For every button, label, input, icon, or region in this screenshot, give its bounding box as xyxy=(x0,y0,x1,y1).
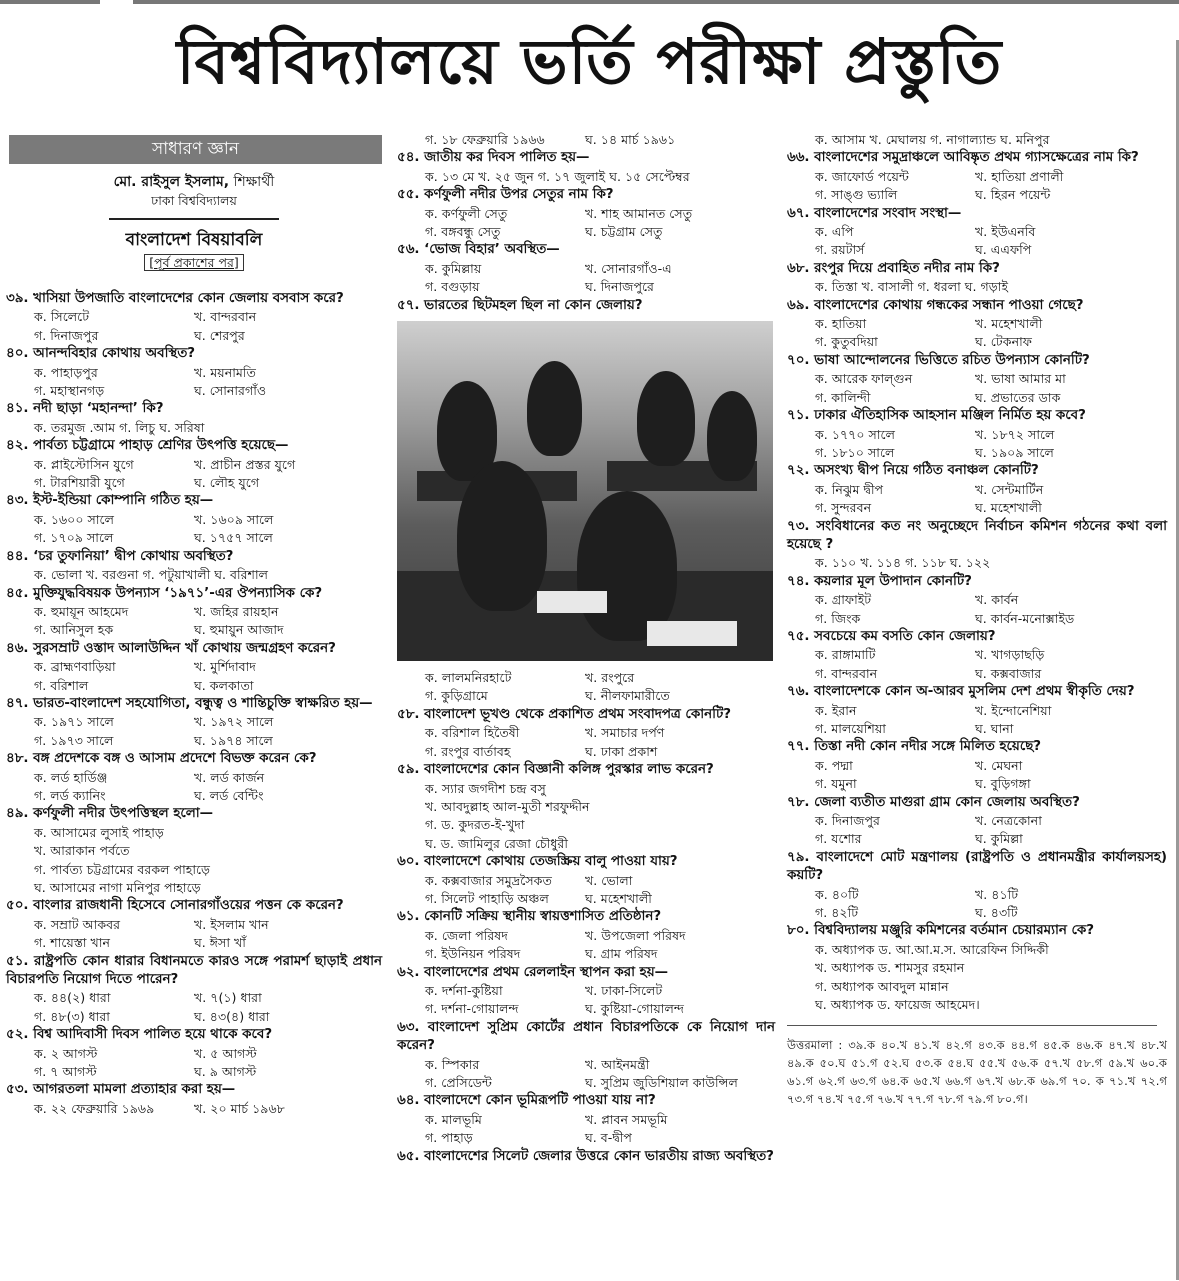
option: গ. কুড়িগ্রামে xyxy=(425,688,488,704)
divider xyxy=(787,1025,1157,1026)
option: খ. মুর্শিদাবাদ xyxy=(194,659,256,675)
question-text: ৪৩. ইস্ট-ইন্ডিয়া কোম্পানি গঠিত হয়— xyxy=(6,493,214,509)
option-row xyxy=(787,444,1167,462)
option-row xyxy=(397,1056,775,1074)
option-row xyxy=(6,1063,382,1081)
question-text: ৬৭. বাংলাদেশের সংবাদ সংস্থা— xyxy=(787,205,962,221)
option-row xyxy=(6,989,382,1007)
option: ক. ১৭৭০ সালে xyxy=(815,426,895,442)
question-text: ৪৬. সুরসম্রাট ওস্তাদ আলাউদ্দিন খাঁ কোথায় জন্মগ্রহণ করেন? xyxy=(6,640,336,656)
option: ক. ২২ ফেব্রুয়ারি ১৯৬৯ xyxy=(34,1100,155,1116)
option: ক. স্পিকার xyxy=(425,1056,480,1072)
option: গ. অধ্যাপক আবদুল মান্নান xyxy=(815,978,949,994)
option: ঘ. ১৪ মার্চ ১৯৬১ xyxy=(585,132,676,147)
option: গ. আনিসুল হক xyxy=(34,622,114,638)
option-row xyxy=(6,511,382,529)
option: ক. দিনাজপুর xyxy=(815,813,880,829)
option: ক. ২ আগস্ট xyxy=(34,1045,98,1061)
option: ক. ইরান xyxy=(815,702,857,718)
question-text: ৩৯. খাসিয়া উপজাতি বাংলাদেশের কোন জেলায় বসবাস করে? xyxy=(6,291,344,306)
option: ক. পাহাড়পুর xyxy=(34,364,98,380)
option: খ. সোনারগাঁও-এ xyxy=(585,260,672,276)
option: ক. অধ্যাপক ড. আ.আ.ম.স. আরেফিন সিদ্দিকী xyxy=(815,941,1049,957)
option: ক. গ্রাফাইট xyxy=(815,592,872,608)
option: গ. যমুনা xyxy=(815,776,857,792)
option: গ. ১৭০৯ সালে xyxy=(34,530,114,546)
option: ঘ. কক্সবাজার xyxy=(975,665,1042,681)
option-row xyxy=(397,982,775,1000)
option: খ. ৪১টি xyxy=(975,886,1019,902)
option: খ. কার্বন xyxy=(975,592,1019,608)
question-text: ৭৩. সংবিধানের কত নং অনুচ্ছেদে নির্বাচন কমিশন গঠনের কথা বলা হয়েছে ? xyxy=(787,518,1167,552)
question-text: ৪৮. বঙ্গ প্রদেশকে বঙ্গ ও আসাম প্রদেশে বিভক্ত করেন কে? xyxy=(6,751,317,767)
option: গ. জিংক xyxy=(815,610,861,626)
option-row xyxy=(397,1074,775,1092)
question-text: ৭৮. জেলা ব্যতীত মাগুরা গ্রাম কোন জেলায় অবস্থিত? xyxy=(787,794,1080,810)
question-text: ৫৪. জাতীয় কর দিবস পালিত হয়— xyxy=(397,150,590,166)
option-row xyxy=(787,904,1167,922)
question-text: ৭০. ভাষা আন্দোলনের ভিত্তিতে রচিত উপন্যাস কোনটি? xyxy=(787,352,1090,368)
option-row xyxy=(787,315,1167,333)
option: ঘ. ঈসা খাঁ xyxy=(194,935,246,951)
option: গ. ১৮১০ সালে xyxy=(815,444,895,460)
option-row xyxy=(6,456,382,474)
option: ঘ. দিনাজপুরে xyxy=(585,279,654,295)
question-text: ৬৪. বাংলাদেশে কোন ভূমিরূপটি পাওয়া যায় না? xyxy=(397,1093,656,1109)
option: ঘ. কলকাতা xyxy=(194,677,254,693)
author-name: মো. রাইসুল ইসলাম, xyxy=(113,174,230,190)
option: গ. ৪৮(৩) ধারা xyxy=(34,1008,110,1024)
top-rule xyxy=(0,0,1179,4)
option: ক. স্যার জগদীশ চন্দ্র বসু xyxy=(425,780,546,796)
question-text: ৭৭. তিস্তা নদী কোন নদীর সঙ্গে মিলিত হয়েছে? xyxy=(787,739,1042,755)
column-3 xyxy=(787,132,1167,1108)
author-line xyxy=(6,172,382,192)
option-row xyxy=(397,131,775,149)
option-line: ক. তরমুজ .আম গ. লিচু ঘ. সরিষা xyxy=(34,419,205,435)
option: গ. বগুড়ায় xyxy=(425,279,480,295)
option: ক. জাফোর্ড পয়েন্ট xyxy=(815,168,909,184)
option: খ. ৭(১) ধারা xyxy=(194,990,262,1006)
option-row xyxy=(397,1000,775,1018)
option: গ. ১৯৭৩ সালে xyxy=(34,732,114,748)
option: ক. প্লাইস্টোসিন যুগে xyxy=(34,456,134,472)
option: গ. দর্শনা-গোয়ালন্দ xyxy=(425,1001,519,1017)
option: ঘ. ১৯৭৪ সালে xyxy=(194,732,273,748)
option-row xyxy=(6,1100,382,1118)
option-row xyxy=(397,724,775,742)
option: খ. সমাচার দর্পণ xyxy=(585,725,665,741)
section-banner: সাধারণ জ্ঞান xyxy=(9,135,382,164)
option: ঘ. গ্রাম পরিষদ xyxy=(585,946,658,962)
option-row xyxy=(787,665,1167,683)
question-list xyxy=(397,669,775,1166)
continued-note: [পূর্ব প্রকাশের পর] xyxy=(6,254,382,272)
option: খ. ইসলাম খান xyxy=(194,916,269,932)
option-row xyxy=(787,757,1167,775)
question-text: ৬০. বাংলাদেশে কোথায় তেজস্ক্রিয় বালু পাওয়া যায়? xyxy=(397,854,678,870)
option: খ. শাহ আমানত সেতু xyxy=(585,205,693,221)
option-row xyxy=(6,713,382,731)
option: ঘ. মহেশখালী xyxy=(585,890,652,906)
option: ঘ. কার্বন-মনোক্সাইড xyxy=(975,610,1075,626)
option: ঘ. সোনারগাঁও xyxy=(194,383,267,399)
option: ঘ. এএফপি xyxy=(975,242,1032,258)
option-row xyxy=(6,916,382,934)
column-2 xyxy=(397,132,775,1166)
option: ঘ. সুপ্রিম জুডিশিয়াল কাউন্সিল xyxy=(585,1075,738,1090)
divider xyxy=(109,218,279,220)
option: ক. লালমনিরহাটে xyxy=(425,670,512,686)
option: খ. বান্দরবান xyxy=(194,309,257,325)
option-row xyxy=(6,1008,382,1026)
question-text: ৭৫. সবচেয়ে কম বসতি কোন জেলায়? xyxy=(787,628,996,644)
page-title: বিশ্ববিদ্যালয়ে ভর্তি পরীক্ষা প্রস্তুতি xyxy=(176,25,1003,98)
question-text: ৮০. বিশ্ববিদ্যালয় মঞ্জুরি কমিশনের বর্তমান চেয়ারম্যান কে? xyxy=(787,923,1095,939)
option-row xyxy=(6,603,382,621)
option: খ. মহেশখালী xyxy=(975,316,1043,332)
option-row xyxy=(397,278,775,296)
option-row xyxy=(787,499,1167,517)
question-text: ৪৪. ‘চর তুফানিয়া’ দ্বীপ কোথায় অবস্থিত? xyxy=(6,548,234,564)
option-row xyxy=(6,308,382,326)
option: ঘ. বুড়িগঙ্গা xyxy=(975,776,1031,792)
option-line: ক. ভোলা খ. বরগুনা গ. পটুয়াখালী ঘ. বরিশাল xyxy=(34,567,269,583)
option: ঘ. ঘানা xyxy=(975,721,1014,736)
option-row xyxy=(787,241,1167,259)
option: গ. ৭ আগস্ট xyxy=(34,1064,97,1080)
option: ক. হুমায়ূন আহমেদ xyxy=(34,603,129,619)
question-text: ৪৯. কর্ণফুলী নদীর উৎপত্তিস্থল হলো— xyxy=(6,806,213,822)
option: গ. বরিশাল xyxy=(34,677,89,693)
option: ঘ. কুষ্টিয়া-গোয়ালন্দ xyxy=(585,1001,684,1017)
option-row xyxy=(6,474,382,492)
option: ঘ. কুমিল্লা xyxy=(975,831,1023,847)
option: খ. ৫ আগস্ট xyxy=(194,1045,257,1061)
option: গ. দিনাজপুর xyxy=(34,327,99,343)
option-row xyxy=(787,646,1167,664)
question-text: ৫২. বিশ্ব আদিবাসী দিবস পালিত হয়ে থাকে কবে? xyxy=(6,1027,273,1043)
option: খ. ভোলা xyxy=(585,872,633,888)
option-row xyxy=(787,720,1167,738)
option: গ. কুতুবদিয়া xyxy=(815,334,878,350)
option: ক. দর্শনা-কুষ্টিয়া xyxy=(425,982,503,998)
topic-heading: বাংলাদেশ বিষয়াবলি xyxy=(125,230,263,250)
question-list xyxy=(787,149,1167,1014)
option-row xyxy=(787,775,1167,793)
option-row xyxy=(397,260,775,278)
option: গ. মহাস্থানগড় xyxy=(34,383,105,399)
option-row xyxy=(6,327,382,345)
option-row xyxy=(787,610,1167,628)
option: ঘ. হিরন পয়েন্ট xyxy=(975,187,1051,203)
option: ক. রাঙ্গামাটি xyxy=(815,647,876,663)
column-1 xyxy=(6,135,382,1118)
option: গ. মালয়েশিয়া xyxy=(815,721,886,736)
option: ঘ. ১৯০৯ সালে xyxy=(975,444,1054,460)
option: গ. সুন্দরবন xyxy=(815,500,872,516)
question-text: ৬৬. বাংলাদেশের সমুদ্রাঞ্চলে আবিষ্কৃত প্রথম গ্যাসক্ষেত্রের নাম কি? xyxy=(787,150,1139,166)
option: গ. প্রেসিডেন্ট xyxy=(425,1075,492,1090)
option: খ. আইনমন্ত্রী xyxy=(585,1056,650,1072)
option-row xyxy=(787,481,1167,499)
option: ঘ. নীলফামারীতে xyxy=(585,688,670,704)
option: ঘ. শেরপুর xyxy=(194,327,245,343)
option-row xyxy=(787,333,1167,351)
continued-options: ক. আসাম খ. মেঘালয় গ. নাগাল্যান্ড ঘ. মনিপুর xyxy=(815,132,1050,147)
option: ক. ৪০টি xyxy=(815,886,859,902)
question-text: ৬২. বাংলাদেশের প্রথম রেললাইন স্থাপন করা হয়— xyxy=(397,964,668,980)
option: ঘ. চট্টগ্রাম সেতু xyxy=(585,224,663,240)
option-row xyxy=(397,1129,775,1147)
option: গ. সাঙ্গু ভ্যালি xyxy=(815,187,898,203)
question-text: ৭৯. বাংলাদেশে মোট মন্ত্রণালয় (রাষ্ট্রপতি ও প্রধানমন্ত্রীর কার্যালয়সহ) কয়টি? xyxy=(787,849,1167,884)
option: ক. এপি xyxy=(815,224,854,240)
option-row xyxy=(397,927,775,945)
option-row xyxy=(397,687,775,705)
author-role: শিক্ষার্থী xyxy=(229,174,275,190)
option-row xyxy=(787,370,1167,388)
option: ক. নিঝুম দ্বীপ xyxy=(815,481,884,497)
option: ক. পদ্মা xyxy=(815,757,853,773)
option: খ. ১৬০৯ সালে xyxy=(194,511,274,527)
option: গ. পার্বত্য চট্টগ্রামের বরকল পাহাড়ে xyxy=(34,861,211,877)
question-text: ৭২. অসংখ্য দ্বীপ নিয়ে গঠিত বনাঞ্চল কোনটি? xyxy=(787,463,1039,479)
question-text: ৫৯. বাংলাদেশের কোন বিজ্ঞানী কলিঙ্গ পুরস্কার লাভ করেন? xyxy=(397,762,714,778)
option-row xyxy=(787,702,1167,720)
option: খ. আরাকান পর্বতে xyxy=(34,843,130,859)
option: ক. সিলেটে xyxy=(34,309,90,325)
option-row xyxy=(397,945,775,963)
question-text: ৬৩. বাংলাদেশ সুপ্রিম কোর্টের প্রধান বিচারপতিকে কে নিয়োগ দান করেন? xyxy=(397,1019,775,1054)
option: গ. ৪২টি xyxy=(815,905,859,921)
option-row xyxy=(6,732,382,750)
option: ক. ১৬০০ সালে xyxy=(34,511,114,527)
option-row xyxy=(6,769,382,787)
option: ক. জেলা পরিষদ xyxy=(425,927,508,943)
answer-key: উত্তরমালা : ৩৯.ক ৪০.খ ৪১.খ ৪২.গ ৪৩.ক ৪৪.গ ৪৫.ক ৪৬.ক ৪৭.খ ৪৮.খ ৪৯.ক ৫০.ঘ ৫১.গ ৫২.ঘ ৫৩.ক ৫৪.ঘ ৫৫.খ ৫৬.ক ৫৭.খ ৫৮.গ ৫৯.খ ৬০.ক ৬১.গ ৬২.গ ৬৩.গ ৬৪.ক ৬৫.খ ৬৬.গ ৬৭.খ ৬৮.ক ৬৯.গ ৭০. ক ৭১.খ ৭২.গ ৭৩.গ ৭৪.খ ৭৫.গ ৭৬.খ ৭৭.গ ৭৮.গ ৭৯.গ ৮০.গ। xyxy=(787,1037,1167,1106)
option: ক. আসামের লুসাই পাহাড় xyxy=(34,824,164,840)
option: ঘ. ৪৩(৪) ধারা xyxy=(194,1008,270,1024)
option: খ. লর্ড কার্জন xyxy=(194,769,265,785)
option: গ. বঙ্গবন্ধু সেতু xyxy=(425,224,501,240)
option: খ. জহির রায়হান xyxy=(194,603,279,619)
option-row xyxy=(397,1111,775,1129)
option: খ. মেঘনা xyxy=(975,757,1023,773)
option: গ. পাহাড় xyxy=(425,1130,473,1146)
option: গ. ১৮ ফেব্রুয়ারি ১৯৬৬ xyxy=(425,132,545,147)
option: ক. বরিশাল হিতৈষী xyxy=(425,725,520,741)
question-text: ৫৭. ভারতের ছিটমহল ছিল না কোন জেলায়? xyxy=(397,297,643,313)
option: ঘ. লৌহ যুগে xyxy=(194,475,260,491)
option-row xyxy=(6,529,382,547)
option-row xyxy=(397,743,775,761)
question-text: ৫১. রাষ্ট্রপতি কোন ধারার বিধানমতে কারও সঙ্গে পরামর্শ ছাড়াই প্রধান বিচারপতি নিয়োগ দিতে পারেন? xyxy=(6,953,382,988)
question-text: ৬১. কোনটি সক্রিয় স্থানীয় স্বায়ত্তশাসিত প্রতিষ্ঠান? xyxy=(397,909,662,925)
option: ক. আরেক ফাল্গুন xyxy=(815,371,913,387)
option-line: ক. ১১০ খ. ১১৪ গ. ১১৮ ঘ. ১২২ xyxy=(815,555,991,571)
option: ঘ. ব-দ্বীপ xyxy=(585,1130,632,1146)
option: ক. মালভূমি xyxy=(425,1111,482,1127)
option-row xyxy=(787,591,1167,609)
option: ঘ. টেকনাফ xyxy=(975,334,1032,350)
option-row xyxy=(787,886,1167,904)
option-row xyxy=(397,890,775,908)
option: ঘ. অধ্যাপক ড. ফায়েজ আহমেদ। xyxy=(815,997,980,1013)
option-line: ক. ১৩ মে খ. ২৫ জুন গ. ১৭ জুলাই ঘ. ১৫ সেপ্টেম্বর xyxy=(425,168,690,184)
option-row xyxy=(6,621,382,639)
option: খ. প্লাবন সমভূমি xyxy=(585,1111,668,1127)
option-row xyxy=(6,787,382,805)
option: গ. টারশিয়ারী যুগে xyxy=(34,475,125,491)
question-list xyxy=(6,290,382,1118)
option: ক. ১৯৭১ সালে xyxy=(34,714,114,730)
option: খ. ইন্দোনেশিয়া xyxy=(975,702,1052,718)
option: খ. প্রাচীন প্রস্তর যুগে xyxy=(194,456,296,472)
option: গ. কালিন্দী xyxy=(815,389,871,405)
option: ঘ. ৪৩টি xyxy=(975,905,1018,921)
question-text: ৪১. নদী ছাড়া ‘মহানন্দা’ কি? xyxy=(6,401,164,417)
question-text: ৫৬. ‘ভোজ বিহার’ অবস্থিত— xyxy=(397,242,560,258)
option: ক. ৪৪(২) ধারা xyxy=(34,990,111,1006)
option: গ. লর্ড ক্যানিং xyxy=(34,787,106,803)
option: খ. হাতিয়া প্রণালী xyxy=(975,168,1064,184)
option: খ. ১৮৭২ সালে xyxy=(975,426,1055,442)
option-row xyxy=(397,205,775,223)
option-row xyxy=(6,364,382,382)
option-row xyxy=(397,223,775,241)
option-row xyxy=(787,168,1167,186)
option: খ. খাগড়াছড়ি xyxy=(975,647,1045,663)
question-text: ৫০. বাংলার রাজধানী হিসেবে সোনারগাঁওয়ের পত্তন কে করেন? xyxy=(6,898,344,914)
option-line: ক. তিস্তা খ. বাসালী গ. ধরলা ঘ. গড়াই xyxy=(815,279,1008,295)
option: ঘ. মহেশখালী xyxy=(975,500,1042,516)
option-row xyxy=(787,223,1167,241)
option-row xyxy=(6,382,382,400)
question-text: ৫৫. কর্ণফুলী নদীর উপর সেতুর নাম কি? xyxy=(397,187,614,203)
option: গ. শায়েস্তা খান xyxy=(34,935,110,951)
option-row xyxy=(397,872,775,890)
question-text: ৭৪. কয়লার মূল উপাদান কোনটি? xyxy=(787,573,972,589)
option: ঘ. ১৭৫৭ সালে xyxy=(194,530,273,546)
option-row xyxy=(787,830,1167,848)
option-row xyxy=(397,669,775,687)
question-text: ৪২. পার্বত্য চট্টগ্রামে পাহাড় শ্রেণির উৎপত্তি হয়েছে— xyxy=(6,438,289,454)
question-text: ৪৫. মুক্তিযুদ্ধবিষয়ক উপন্যাস ‘১৯৭১’-এর ঔপন্যাসিক কে? xyxy=(6,585,323,601)
option: গ. ইউনিয়ন পরিষদ xyxy=(425,946,521,962)
option: গ. বান্দরবান xyxy=(815,665,878,681)
option: ক. হাতিয়া xyxy=(815,316,867,332)
option: খ. সেন্টমার্টিন xyxy=(975,481,1044,497)
question-text: ৪৭. ভারত-বাংলাদেশ সহযোগিতা, বন্ধুত্ব ও শান্তিচুক্তি স্বাক্ষরিত হয়— xyxy=(6,695,373,711)
option-row xyxy=(6,658,382,676)
option: ঘ. লর্ড বেন্টিং xyxy=(194,787,264,803)
option-row xyxy=(6,934,382,952)
option: ক. কক্সবাজার সমুদ্রসৈকত xyxy=(425,872,552,888)
option: খ. ভাষা আমার মা xyxy=(975,371,1066,387)
option: গ. রয়টার্স xyxy=(815,242,865,258)
question-text: ৬৫. বাংলাদেশের সিলেট জেলার উত্তরে কোন ভারতীয় রাজ্য অবস্থিত? xyxy=(397,1148,774,1164)
option: গ. যশোর xyxy=(815,831,862,847)
option: ক. লর্ড হার্ডিঞ্জ xyxy=(34,769,108,785)
question-list xyxy=(397,131,775,315)
question-text: ৬৮. রংপুর দিয়ে প্রবাহিত নদীর নাম কি? xyxy=(787,260,1000,276)
option: খ. ইউএনবি xyxy=(975,224,1036,240)
option: ঘ. প্রভাতের ডাক xyxy=(975,389,1061,405)
option: ঘ. হুমায়ুন আজাদ xyxy=(194,622,284,638)
option: ক. ব্রাহ্মণবাড়িয়া xyxy=(34,659,116,675)
option: ঘ. ৯ আগস্ট xyxy=(194,1064,257,1080)
option: খ. ঢাকা-সিলেট xyxy=(585,982,663,998)
option-row xyxy=(787,812,1167,830)
option: খ. রংপুরে xyxy=(585,670,635,686)
option-row xyxy=(787,426,1167,444)
option: খ. ময়নামতি xyxy=(194,364,256,380)
option: গ. সিলেট পাহাড়ি অঞ্চল xyxy=(425,890,549,906)
option: খ. আবদুল্লাহ আল-মুতী শরফুদ্দীন xyxy=(425,798,590,814)
option-row xyxy=(787,186,1167,204)
exam-hall-photo xyxy=(397,321,773,661)
option: গ. ড. কুদরত-ই-খুদা xyxy=(425,817,525,833)
question-text: ৭৬. বাংলাদেশকে কোন অ-আরব মুসলিম দেশ প্রথম স্বীকৃতি দেয়? xyxy=(787,684,1135,700)
option-row xyxy=(787,389,1167,407)
option-row xyxy=(6,677,382,695)
author-institution: ঢাকা বিশ্ববিদ্যালয় xyxy=(151,193,237,208)
option: ক. কর্ণফুলী সেতু xyxy=(425,205,508,221)
question-text: ৭১. ঢাকার ঐতিহাসিক আহসান মঞ্জিল নির্মিত হয় কবে? xyxy=(787,408,1086,424)
option: ক. সম্রাট আকবর xyxy=(34,916,121,932)
option: খ. ২০ মার্চ ১৯৬৮ xyxy=(194,1100,285,1116)
option: খ. ১৯৭২ সালে xyxy=(194,714,274,730)
question-text: ৫৩. আগরতলা মামলা প্রত্যাহার করা হয়— xyxy=(6,1082,236,1098)
option: খ. অধ্যাপক ড. শামসুর রহমান xyxy=(815,960,965,976)
option-row xyxy=(6,1045,382,1063)
question-text: ৪০. আনন্দবিহার কোথায় অবস্থিত? xyxy=(6,346,196,362)
question-text: ৬৯. বাংলাদেশের কোথায় গন্ধকের সন্ধান পাওয়া গেছে? xyxy=(787,297,1084,313)
option: ঘ. ঢাকা প্রকাশ xyxy=(585,743,658,759)
option: গ. রংপুর বার্তাবহ xyxy=(425,743,511,759)
option: ঘ. ড. জামিলুর রেজা চৌধুরী xyxy=(425,835,568,851)
option: ক. কুমিল্লায় xyxy=(425,260,482,276)
option: খ. নেত্রকোনা xyxy=(975,813,1042,829)
option: ঘ. আসামের নাগা মনিপুর পাহাড়ে xyxy=(34,880,201,895)
option: খ. উপজেলা পরিষদ xyxy=(585,927,686,943)
question-text: ৫৮. বাংলাদেশ ভূখণ্ড থেকে প্রকাশিত প্রথম সংবাদপত্র কোনটি? xyxy=(397,706,732,722)
